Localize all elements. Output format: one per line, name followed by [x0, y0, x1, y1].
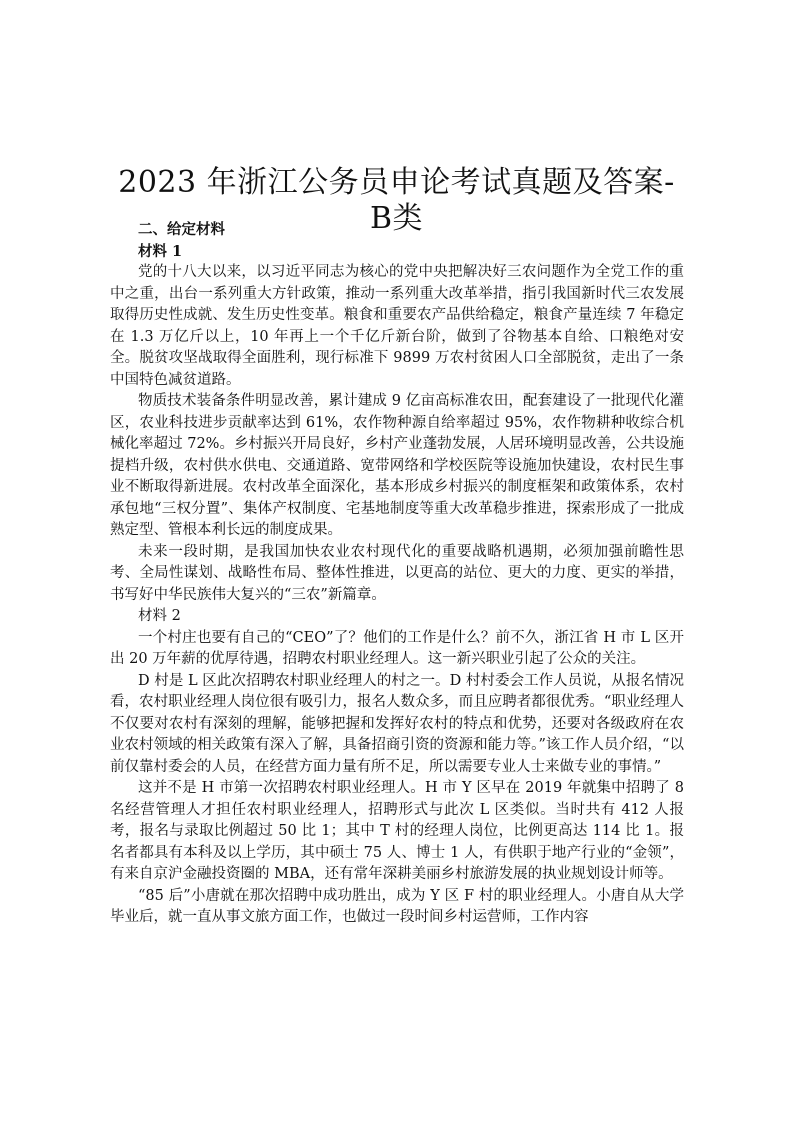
material-2-paragraph: D 村是 L 区此次招聘农村职业经理人的村之一。D 村村委会工作人员说，从报名情况看，农村职业经理人岗位很有吸引力，报名人数众多，而且应聘者都很优秀。“职业经理人不仅要对农村有深刻的理解，能够把握和发挥好农村的特点和优势，还要对各级政府在农业农村领域的相关政策有深入了解，具备招商引资的资源和能力等。”该工作人员介绍，“以前仅靠村委会的人员，在经营方面力量有所不足，所以需要专业人士来做专业的事情。” — [110, 672, 684, 775]
material-1-paragraph: 物质技术装备条件明显改善，累计建成 9 亿亩高标准农田，配套建设了一批现代化灌区，农业科技进步贡献率达到 61%，农作物种源自给率超过 95%，农作物耕种收综合机械化率超过 72%。乡村振兴开局良好，乡村产业蓬勃发展，人居环境明显改善，公共设施提档升级，农村供水供电、交通道路、宽带网络和学校医院等设施加快建设，农村民生事业不断取得新进展。农村改革全面深化，基本形成乡村振兴的制度框架和政策体系，农村承包地“三权分置”、集体产权制度、宅基地制度等重大改革稳步推进，探索形成了一批成熟定型、管根本利长远的制度成果。 — [110, 393, 684, 538]
material-1-paragraph: 未来一段时期，是我国加快农业农村现代化的重要战略机遇期，必须加强前瞻性思考、全局性谋划、战略性布局、整体性推进，以更高的站位、更大的力度、更实的举措，书写好中华民族伟大复兴的“三农”新篇章。 — [110, 543, 684, 603]
material-1-paragraph: 党的十八大以来，以习近平同志为核心的党中央把解决好三农问题作为全党工作的重中之重，出台一系列重大方针政策，推动一系列重大改革举措，指引我国新时代三农发展取得历史性成就、发生历史性变革。粮食和重要农产品供给稳定，粮食产量连续 7 年稳定在 1.3 万亿斤以上，10 年再上一个千亿斤新台阶，做到了谷物基本自给、口粮绝对安全。脱贫攻坚战取得全面胜利，现行标准下 9899 万农村贫困人口全部脱贫，走出了一条中国特色减贫道路。 — [110, 264, 684, 388]
material-1-label: 材料 1 — [138, 242, 183, 260]
section-heading: 二、给定材料 — [138, 221, 225, 238]
material-2-paragraph: “85 后”小唐就在那次招聘中成功胜出，成为 Y 区 F 村的职业经理人。小唐自从大学毕业后，就一直从事文旅方面工作，也做过一段时间乡村运营师，工作内容 — [110, 887, 684, 925]
material-2-paragraph: 这并不是 H 市第一次招聘农村职业经理人。H 市 Y 区早在 2019 年就集中招聘了 8 名经营管理人才担任农村职业经理人，招聘形式与此次 L 区类似。当时共有 412 人报考，报名与录取比例超过 50 比 1；其中 T 村的经理人岗位，比例更高达 114 比 1。报名者都具有本科及以上学历，其中硕士 75 人、博士 1 人，有供职于地产行业的“金领”，有来自京沪金融投资圈的 MBA，还有常年深耕美丽乡村旅游发展的执业规划设计师等。 — [110, 780, 684, 882]
material-2-paragraph: 一个村庄也要有自己的“CEO”了？他们的工作是什么？前不久，浙江省 H 市 L 区开出 20 万年薪的优厚待遇，招聘农村职业经理人。这一新兴职业引起了公众的关注。 — [110, 629, 684, 667]
document-title: 2023 年浙江公务员申论考试真题及答案-B类 — [118, 165, 675, 237]
material-2-label: 材料 2 — [138, 608, 181, 624]
document-body — [110, 219, 684, 929]
